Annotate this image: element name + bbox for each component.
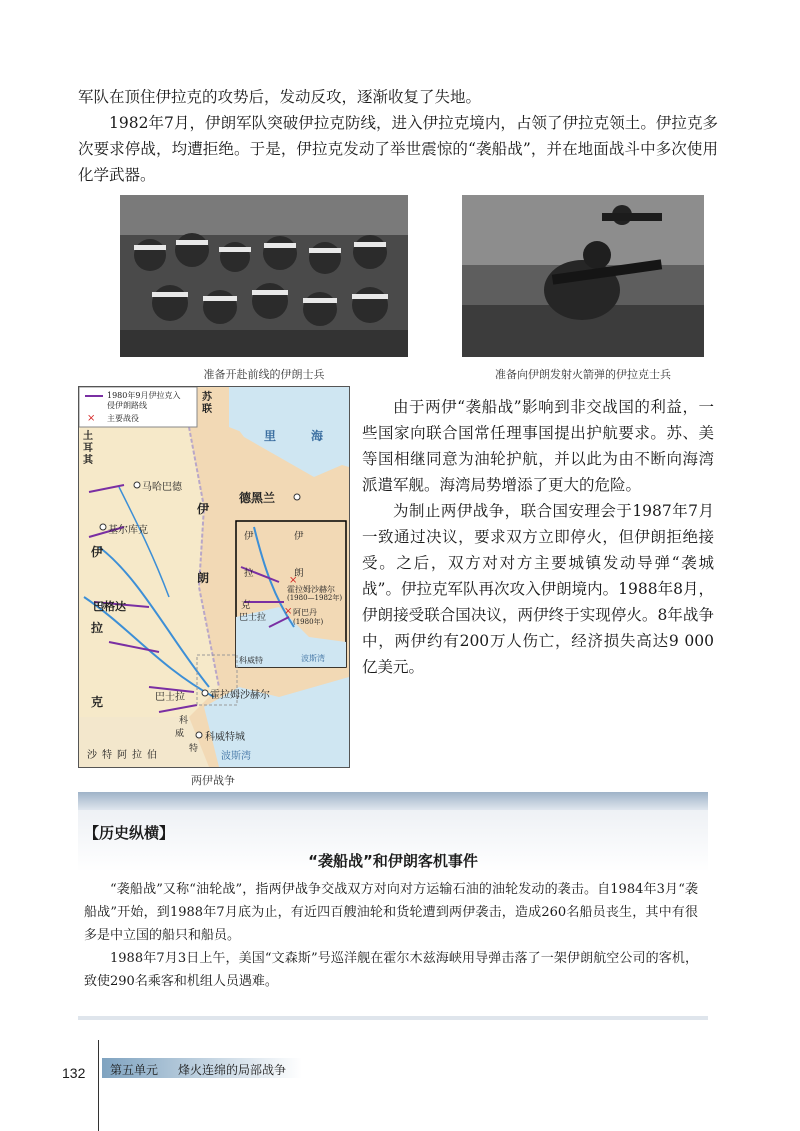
photo-iranian-soldiers — [120, 195, 408, 357]
inset-label-basra: 巴士拉 — [239, 613, 267, 623]
label-caspian-li: 里 — [264, 429, 277, 443]
inset-label-abadan-date: (1980年) — [293, 618, 324, 626]
label-iran-yi: 伊 — [197, 502, 210, 516]
footer-divider — [98, 1040, 99, 1131]
label-kuwait-city: 科威特城 — [205, 732, 245, 743]
footer-unit-title: 烽火连绵的局部战争 — [178, 1063, 287, 1077]
label-kirkuk: 基尔库克 — [108, 525, 148, 536]
label-basra: 巴士拉 — [155, 692, 185, 703]
label-iraq-ke: 克 — [91, 695, 104, 709]
label-iraq-la: 拉 — [91, 621, 104, 635]
sidebar-title: “袭船战”和伊朗客机事件 — [308, 852, 478, 870]
paragraph-ceasefire: 为制止两伊战争，联合国安理会于1987年7月一致通过决议，要求双方立即停火，但伊朗拒绝接受。之后，双方对对方主要城镇发动导弹“袭城战”。伊拉克军队再次攻入伊朗境内。1988年8月，伊朗接受联合国决议，两伊终于实现停火。8年战争中，两伊约有200万人伤亡，经济损失高达9 000亿美元。 — [362, 502, 714, 676]
soldiers-photo-graphic — [120, 195, 408, 357]
label-turkey: 土耳其 — [83, 431, 93, 466]
label-khorramshahr: 霍拉姆沙赫尔 — [210, 690, 270, 701]
svg-text:×: × — [87, 413, 96, 424]
inset-label-kuwait: 科威特 — [239, 656, 263, 665]
photo-iraqi-soldiers — [462, 195, 704, 357]
inset-label-abadan: 阿巴丹 — [293, 608, 317, 617]
history-sidebar — [78, 792, 708, 1016]
iran-iraq-war-map — [78, 386, 350, 768]
label-kuwait-te: 特 — [189, 744, 199, 754]
inset-label-ke: 克 — [241, 600, 251, 611]
label-saudi: 沙特阿拉伯 — [87, 750, 162, 761]
svg-text:×: × — [289, 575, 298, 586]
label-kuwait-ke: 科 — [179, 716, 189, 726]
photo-left-caption: 准备开赴前线的伊朗士兵 — [203, 368, 325, 381]
inset-label-gulf: 波斯湾 — [301, 654, 325, 663]
sidebar-body — [78, 810, 708, 1020]
legend-route-line2: 侵伊朗路线 — [107, 401, 147, 410]
map-graphic — [79, 387, 349, 767]
inset-label-la: 拉 — [244, 568, 254, 579]
paragraph-tanker-war: 由于两伊“袭船战”影响到非交战国的利益，一些国家向联合国常任理事国提出护航要求。苏、美等国相继同意为油轮护航，并以此为由不断向海湾派遣军舰。海湾局势增添了更大的危险。 — [362, 398, 714, 494]
page-number: 132 — [62, 1065, 86, 1081]
label-kuwait-wei: 威 — [175, 729, 185, 739]
inset-label-lang: 朗 — [294, 568, 304, 579]
inset-label-yi: 伊 — [244, 531, 254, 542]
label-caspian-hai: 海 — [311, 429, 324, 443]
inset-label-khorramshahr: 霍拉姆沙赫尔 — [287, 585, 335, 594]
label-mahabad: 马哈巴德 — [142, 482, 182, 493]
legend-route-line1: 1980年9月伊拉克入 — [107, 391, 181, 400]
footer-unit: 第五单元 — [110, 1063, 159, 1077]
sidebar-heading: 【历史纵横】 — [84, 824, 175, 842]
label-iraq-yi: 伊 — [91, 545, 104, 559]
label-ussr: 苏联 — [202, 392, 212, 415]
label-baghdad: 巴格达 — [93, 600, 126, 613]
photo-right-caption: 准备向伊朗发射火箭弹的伊拉克士兵 — [495, 368, 671, 381]
svg-text:×: × — [284, 606, 293, 617]
label-tehran: 德黑兰 — [239, 491, 276, 505]
rocket-photo-graphic — [462, 195, 704, 357]
legend-battles: 主要战役 — [107, 414, 139, 423]
sidebar-para-tanker: “袭船战”又称“油轮战”，指两伊战争交战双方对向对方运输石油的油轮发动的袭击。自1984年3月“袭船战”开始，到1988年7月底为止，有近四百艘油轮和货轮遭到两伊袭击，造成260名船员丧生，其中有很多是中立国的船只和船员。 — [84, 882, 698, 943]
label-iran-lang: 朗 — [197, 571, 210, 585]
inset-label-khorramshahr-date: (1980—1982年) — [287, 594, 343, 602]
label-gulf: 波斯湾 — [221, 751, 251, 762]
paragraph-continuation: 军队在顶住伊拉克的攻势后，发动反攻，逐渐收复了失地。 — [78, 88, 482, 106]
paragraph-1982: 1982年7月，伊朗军队突破伊拉克防线，进入伊拉克境内，占领了伊拉克领土。伊拉克多次要求停战，均遭拒绝。于是，伊拉克发动了举世震惊的“袭船战”，并在地面战斗中多次使用化学武器。 — [78, 114, 718, 184]
map-caption: 两伊战争 — [191, 774, 235, 787]
inset-label-yi2: 伊 — [294, 531, 304, 542]
sidebar-header-band — [78, 792, 708, 810]
sidebar-para-airliner: 1988年7月3日上午，美国“文森斯”号巡洋舰在霍尔木兹海峡用导弹击落了一架伊朗航空公司的客机，致使290名乘客和机组人员遇难。 — [84, 951, 698, 989]
